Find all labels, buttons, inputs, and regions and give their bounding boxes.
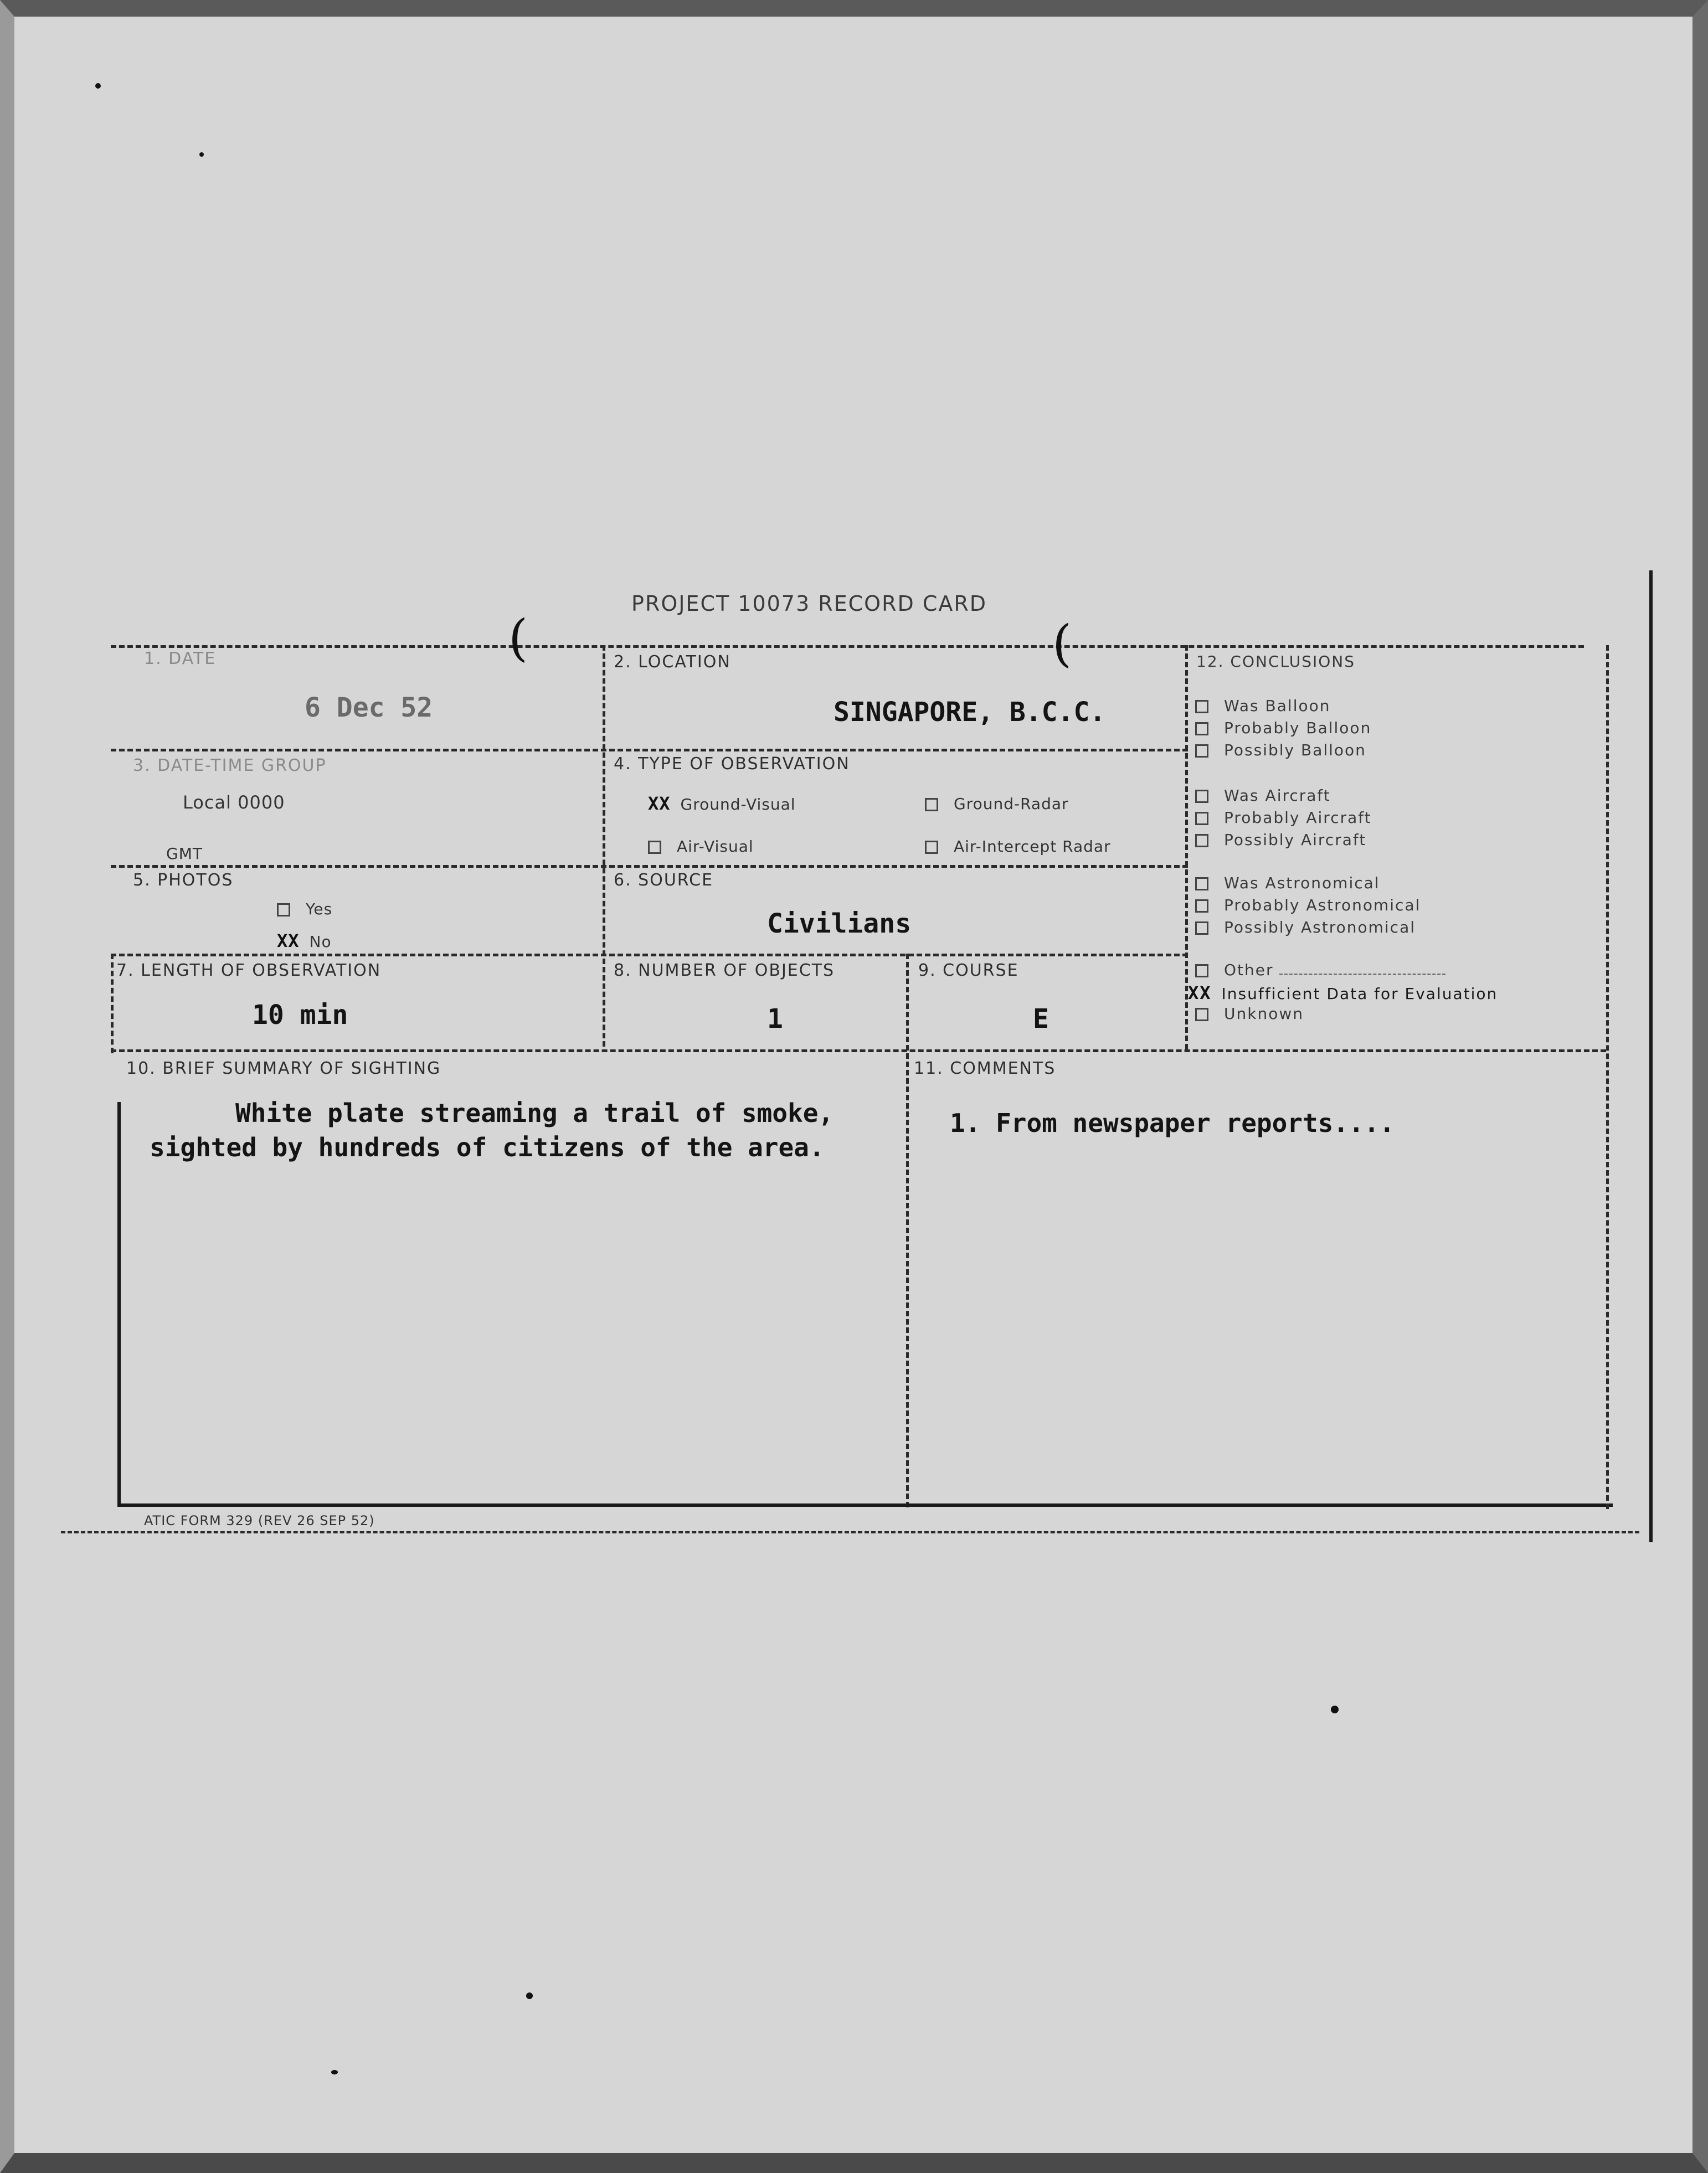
type-option-air-intercept — [925, 837, 1111, 856]
photos-option-label: Yes — [306, 900, 333, 918]
scan-speck — [199, 152, 204, 157]
objects-value: 1 — [767, 1003, 783, 1034]
type-option-label: Air-Intercept Radar — [954, 837, 1111, 856]
checkbox-icon — [1195, 790, 1208, 803]
comments-value: 1. From newspaper reports.... — [950, 1108, 1395, 1138]
type-option-air-visual — [648, 837, 754, 856]
conclusion-label: Was Aircraft — [1224, 786, 1331, 805]
conclusion-probably-balloon — [1195, 719, 1371, 737]
photos-label: 5. PHOTOS — [133, 871, 234, 890]
x-mark-icon: XX — [648, 793, 671, 814]
form-number: ATIC FORM 329 (REV 26 SEP 52) — [144, 1513, 375, 1528]
time-value: Local 0000 — [183, 792, 285, 813]
conclusion-label: Other — [1224, 961, 1274, 979]
checkbox-icon — [1195, 964, 1208, 977]
card-title: PROJECT 10073 RECORD CARD — [631, 591, 987, 616]
card-top-border — [111, 645, 1584, 648]
type-option-label: Ground-Visual — [680, 795, 796, 813]
x-mark-icon: XX — [1188, 982, 1212, 1003]
checkbox-icon — [1195, 722, 1208, 735]
conclusion-unknown — [1195, 1005, 1304, 1023]
row-divider-2 — [111, 865, 1188, 868]
conclusion-was-astronomical — [1195, 874, 1380, 892]
conclusion-other — [1195, 961, 1445, 979]
time-gmt: GMT — [166, 845, 203, 863]
form-bottom-line — [61, 1531, 1639, 1533]
row-divider-4 — [111, 1049, 1606, 1052]
left-edge-upper — [111, 954, 114, 1053]
scan-speck — [331, 2070, 338, 2074]
source-label: 6. SOURCE — [614, 871, 714, 890]
checkbox-icon — [925, 798, 938, 811]
conclusion-label: Unknown — [1224, 1005, 1304, 1023]
conclusion-label: Possibly Balloon — [1224, 741, 1366, 759]
conclusion-label: Was Astronomical — [1224, 874, 1380, 892]
checkbox-icon — [1195, 921, 1208, 935]
conclusion-possibly-aircraft — [1195, 831, 1366, 849]
punch-hole-left: ( — [508, 609, 528, 667]
photos-option-label: No — [309, 933, 332, 951]
type-option-label: Air-Visual — [677, 837, 754, 856]
objects-label: 8. NUMBER OF OBJECTS — [614, 961, 835, 980]
course-label: 9. COURSE — [918, 961, 1019, 980]
col-divider-1 — [603, 645, 605, 1047]
checkbox-icon — [1195, 744, 1208, 758]
type-label: 4. TYPE OF OBSERVATION — [614, 754, 850, 774]
scan-speck — [1331, 1706, 1339, 1713]
type-option-ground-radar — [925, 795, 1069, 813]
source-value: Civilians — [767, 908, 912, 939]
conclusion-label: Possibly Aircraft — [1224, 831, 1367, 849]
summary-label: 10. BRIEF SUMMARY OF SIGHTING — [126, 1059, 441, 1078]
checkbox-icon — [1195, 1008, 1208, 1021]
conclusion-label: Probably Aircraft — [1224, 809, 1372, 827]
row-divider-3 — [111, 954, 1188, 956]
time-label: 3. DATE-TIME GROUP — [133, 756, 327, 775]
other-underline — [1279, 974, 1445, 975]
conclusion-label: Probably Balloon — [1224, 719, 1372, 737]
conclusion-probably-astronomical — [1195, 896, 1421, 914]
row-divider-1 — [111, 749, 1188, 751]
type-option-ground-visual — [648, 793, 796, 814]
x-mark-icon: XX — [277, 930, 300, 951]
conclusion-was-aircraft — [1195, 786, 1331, 805]
comments-label: 11. COMMENTS — [914, 1059, 1056, 1078]
card-bottom-border — [117, 1503, 1613, 1507]
course-value: E — [1033, 1003, 1049, 1034]
conclusion-was-balloon — [1195, 697, 1330, 715]
summary-line-1: White plate streaming a trail of smoke, — [235, 1098, 834, 1128]
checkbox-icon — [1195, 899, 1208, 913]
checkbox-icon — [1195, 700, 1208, 713]
scan-speck — [526, 1992, 533, 1999]
conclusion-label: Insufficient Data for Evaluation — [1221, 985, 1498, 1003]
conclusion-label: Was Balloon — [1224, 697, 1331, 715]
conclusion-label: Possibly Astronomical — [1224, 918, 1416, 936]
conclusion-insufficient-data — [1188, 982, 1498, 1003]
col-divider-2 — [906, 954, 909, 1507]
checkbox-icon — [1195, 812, 1208, 825]
checkbox-icon — [648, 841, 661, 854]
scan-right-edge — [1649, 570, 1653, 1542]
conclusions-label: 12. CONCLUSIONS — [1196, 652, 1356, 671]
location-label: 2. LOCATION — [614, 652, 731, 672]
checkbox-icon — [1195, 877, 1208, 890]
right-edge — [1606, 645, 1609, 1509]
checkbox-icon — [925, 841, 938, 854]
date-value: 6 Dec 52 — [305, 692, 433, 723]
scan-speck — [95, 83, 101, 89]
conclusion-probably-aircraft — [1195, 809, 1372, 827]
checkbox-icon — [277, 903, 290, 916]
date-label: 1. DATE — [144, 649, 217, 668]
length-label: 7. LENGTH OF OBSERVATION — [116, 961, 382, 980]
photos-option-no — [277, 930, 332, 951]
checkbox-icon — [1195, 834, 1208, 847]
summary-line-2: sighted by hundreds of citizens of the area. — [150, 1132, 825, 1162]
location-value: SINGAPORE, B.C.C. — [834, 697, 1106, 728]
conclusion-possibly-balloon — [1195, 741, 1366, 759]
type-option-label: Ground-Radar — [954, 795, 1069, 813]
conclusion-label: Probably Astronomical — [1224, 896, 1421, 914]
punch-hole-right: ( — [1052, 615, 1072, 673]
left-edge-lower — [117, 1102, 121, 1506]
length-value: 10 min — [252, 1000, 348, 1031]
photos-option-yes — [277, 900, 332, 918]
conclusion-possibly-astronomical — [1195, 918, 1416, 936]
